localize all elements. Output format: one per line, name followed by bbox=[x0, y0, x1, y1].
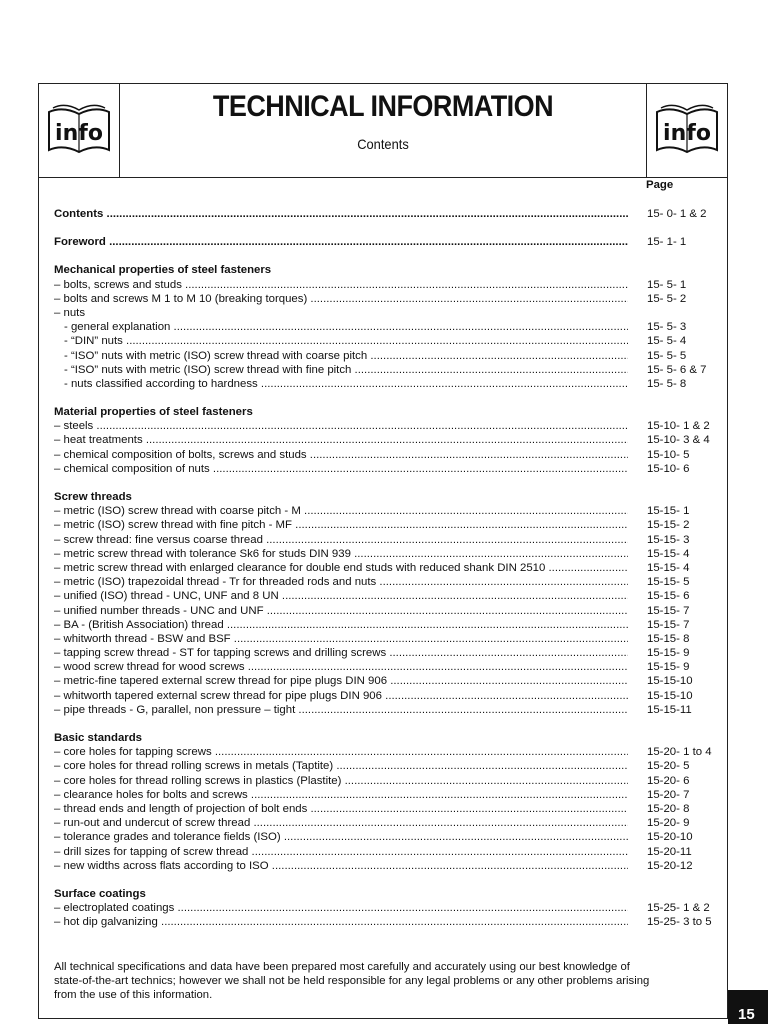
section-tab-number: 15 bbox=[738, 1006, 755, 1023]
section-heading bbox=[54, 731, 734, 745]
section-gap bbox=[54, 249, 734, 263]
toc-entry-label: – heat treatments ..... bbox=[54, 433, 628, 447]
toc-entry-label: – drill sizes for tapping of screw thread ..... bbox=[54, 845, 628, 859]
toc-entry-label: – metric screw thread with tolerance Sk6 for studs DIN 939 ..... bbox=[54, 547, 628, 561]
toc-entry-page: 15-15- 4 bbox=[647, 547, 690, 560]
toc-entry bbox=[54, 632, 734, 646]
page-column-header bbox=[54, 179, 734, 193]
toc-entry-label: - “ISO” nuts with metric (ISO) screw thread with fine pitch ..... bbox=[54, 363, 628, 377]
toc-entry-page: 15-20-11 bbox=[647, 845, 692, 858]
toc-entry-label: – whitworth thread - BSW and BSF ..... bbox=[54, 632, 628, 646]
toc-entry-page: 15-25- 3 to 5 bbox=[647, 916, 712, 929]
toc-entry-label: – run-out and undercut of screw thread ..... bbox=[54, 816, 628, 830]
toc-entry-label: - general explanation ..... bbox=[54, 320, 628, 334]
toc-entry bbox=[54, 235, 734, 249]
toc-entry bbox=[54, 859, 734, 873]
toc-entry-label: Contents ..... bbox=[54, 207, 628, 221]
toc-entry-label: Material properties of steel fasteners bbox=[54, 406, 253, 419]
toc-entry-page: 15-20- 9 bbox=[647, 817, 690, 830]
section-heading bbox=[54, 263, 734, 277]
toc-entry-page: 15-20- 6 bbox=[647, 774, 690, 787]
toc-entry-label: Basic standards bbox=[54, 732, 142, 744]
toc-entry-label: Foreword ..... bbox=[54, 235, 628, 249]
section-gap bbox=[54, 873, 734, 887]
toc-entry-label: – bolts and screws M 1 to M 10 (breaking torques) ..... bbox=[54, 292, 628, 306]
toc-entry-page: 15-20- 8 bbox=[647, 802, 690, 815]
toc-entry-label: – metric-fine tapered external screw thread for pipe plugs DIN 906 ..... bbox=[54, 674, 628, 688]
toc-entry-page: 15-15- 4 bbox=[647, 561, 690, 574]
toc-entry bbox=[54, 334, 734, 348]
toc-entry-page: 15-10- 5 bbox=[647, 448, 690, 461]
toc-entry-page: 15-15- 7 bbox=[647, 618, 690, 631]
logo-text: info bbox=[663, 121, 711, 146]
toc-entry-page: 15-10- 3 & 4 bbox=[647, 434, 710, 447]
toc-entry-page: 15- 5- 6 & 7 bbox=[647, 363, 707, 376]
page-column-label: Page bbox=[646, 179, 674, 191]
header-box bbox=[39, 84, 727, 178]
toc-entry bbox=[54, 306, 734, 320]
toc-entry-page: 15-15- 7 bbox=[647, 604, 690, 617]
toc-entry-label: – core holes for thread rolling screws in plastics (Plastite) ..... bbox=[54, 774, 628, 788]
toc-entry bbox=[54, 816, 734, 830]
toc-entry bbox=[54, 788, 734, 802]
toc-entry bbox=[54, 689, 734, 703]
toc-entry-page: 15- 5- 3 bbox=[647, 321, 687, 334]
toc-entry-label: - “ISO” nuts with metric (ISO) screw thread with coarse pitch ..... bbox=[54, 349, 628, 363]
section-heading bbox=[54, 490, 734, 504]
toc-entry-page: 15-15- 6 bbox=[647, 590, 690, 603]
toc-entry-label: – metric (ISO) screw thread with fine pitch - MF ..... bbox=[54, 518, 628, 532]
toc-entry-label: – hot dip galvanizing ..... bbox=[54, 915, 628, 929]
toc-entry-label: – chemical composition of nuts ..... bbox=[54, 462, 628, 476]
toc-entry-page: 15-20- 5 bbox=[647, 760, 690, 773]
toc-entry bbox=[54, 703, 734, 717]
toc-entry-label: – metric (ISO) screw thread with coarse pitch - M ..... bbox=[54, 504, 628, 518]
toc-entry-page: 15-15-10 bbox=[647, 689, 693, 702]
toc-entry-page: 15- 0- 1 & 2 bbox=[647, 208, 707, 220]
toc-entry-page: 15- 5- 8 bbox=[647, 377, 687, 390]
disclaimer-line: All technical specifications and data have been prepared most carefully and accurately using our best knowledge of bbox=[54, 961, 630, 973]
toc-entry-page: 15-20- 7 bbox=[647, 788, 690, 801]
toc-entry bbox=[54, 448, 734, 462]
section-heading bbox=[54, 405, 734, 419]
toc-entry bbox=[54, 349, 734, 363]
toc-entry bbox=[54, 830, 734, 844]
toc-entry-label: – whitworth tapered external screw thread for pipe plugs DIN 906 ..... bbox=[54, 689, 628, 703]
toc-entry bbox=[54, 845, 734, 859]
toc-entry bbox=[54, 518, 734, 532]
disclaimer-line: state-of-the-art technics; however we shall not be held responsible for any legal problems or any other problems arising bbox=[54, 975, 650, 987]
toc-entry-page: 15-15- 3 bbox=[647, 533, 690, 546]
toc-entry-page: 15- 1- 1 bbox=[647, 236, 687, 249]
section-heading bbox=[54, 887, 734, 901]
toc-entry bbox=[54, 604, 734, 618]
toc-entry bbox=[54, 774, 734, 788]
toc-entry bbox=[54, 618, 734, 632]
section-gap bbox=[54, 221, 734, 235]
toc-entry bbox=[54, 278, 734, 292]
toc-entry-label: – wood screw thread for wood screws ..... bbox=[54, 660, 628, 674]
toc-entry bbox=[54, 646, 734, 660]
logo-cell-left bbox=[39, 84, 120, 177]
toc-entry bbox=[54, 533, 734, 547]
toc-entry bbox=[54, 745, 734, 759]
toc-entry bbox=[54, 674, 734, 688]
logo-text: info bbox=[55, 121, 103, 146]
toc-entry bbox=[54, 363, 734, 377]
toc-entry-page: 15- 5- 2 bbox=[647, 292, 687, 305]
toc-entry-label: – clearance holes for bolts and screws ..... bbox=[54, 788, 628, 802]
page-title: TECHNICAL INFORMATION bbox=[212, 90, 554, 123]
toc-entry-page: 15-15- 1 bbox=[647, 505, 690, 518]
toc-entry-label: – pipe threads - G, parallel, non pressure – tight ..... bbox=[54, 703, 628, 717]
info-book-icon bbox=[653, 98, 721, 160]
toc-entry bbox=[54, 504, 734, 518]
table-of-contents bbox=[54, 179, 734, 929]
toc-entry-label: – thread ends and length of projection of bolt ends ..... bbox=[54, 802, 628, 816]
toc-entry bbox=[54, 547, 734, 561]
toc-entry-label: – steels ..... bbox=[54, 419, 628, 433]
section-gap bbox=[54, 717, 734, 731]
toc-entry bbox=[54, 419, 734, 433]
toc-entry-label: – metric (ISO) trapezoidal thread - Tr for threaded rods and nuts ..... bbox=[54, 575, 628, 589]
toc-entry bbox=[54, 575, 734, 589]
toc-entry-label: – electroplated coatings ..... bbox=[54, 901, 628, 915]
logo-cell-right bbox=[646, 84, 727, 177]
toc-entry bbox=[54, 915, 734, 929]
toc-entry-label: Surface coatings bbox=[54, 887, 146, 900]
toc-entry-page: 15-15- 9 bbox=[647, 647, 690, 660]
toc-entry-label: – tapping screw thread - ST for tapping screws and drilling screws ..... bbox=[54, 646, 628, 660]
toc-entry-page: 15- 5- 5 bbox=[647, 349, 687, 362]
toc-entry-label: – nuts bbox=[54, 306, 86, 319]
toc-entry bbox=[54, 802, 734, 816]
toc-entry-page: 15-10- 1 & 2 bbox=[647, 420, 710, 433]
disclaimer-line: from the use of this information. bbox=[54, 989, 213, 1001]
toc-entry-page: 15-15- 9 bbox=[647, 661, 690, 674]
toc-entry-page: 15-20- 1 to 4 bbox=[647, 746, 712, 759]
toc-entry-label: – chemical composition of bolts, screws and studs ..... bbox=[54, 448, 628, 462]
toc-entry-label: – core holes for thread rolling screws in metals (Taptite) ..... bbox=[54, 759, 628, 773]
toc-entry-label: Mechanical properties of steel fasteners bbox=[54, 264, 272, 277]
toc-entry-page: 15-15-10 bbox=[647, 675, 693, 688]
section-gap bbox=[54, 476, 734, 490]
toc-entry-page: 15- 5- 1 bbox=[647, 278, 687, 291]
toc-entry-page: 15-15-11 bbox=[647, 703, 692, 716]
toc-entry-label: – new widths across flats according to ISO ..... bbox=[54, 859, 628, 873]
toc-entry bbox=[54, 589, 734, 603]
toc-entry-label: - “DIN” nuts ..... bbox=[54, 334, 628, 348]
toc-entry-page: 15-15- 2 bbox=[647, 519, 690, 532]
page-subtitle: Contents bbox=[357, 136, 409, 152]
toc-entry bbox=[54, 901, 734, 915]
toc-entry bbox=[54, 660, 734, 674]
toc-entry-label: Screw threads bbox=[54, 491, 132, 503]
toc-entry bbox=[54, 462, 734, 476]
toc-entry-label: – bolts, screws and studs ..... bbox=[54, 278, 628, 292]
disclaimer bbox=[54, 960, 744, 1002]
toc-entry-page: 15-15- 8 bbox=[647, 632, 690, 645]
toc-entry-label: – tolerance grades and tolerance fields (ISO) ..... bbox=[54, 830, 628, 844]
toc-entry-label: – BA - (British Association) thread ..... bbox=[54, 618, 628, 632]
toc-entry bbox=[54, 320, 734, 334]
toc-entry-page: 15- 5- 4 bbox=[647, 335, 687, 348]
toc-entry-page: 15-10- 6 bbox=[647, 462, 690, 475]
toc-entry-page: 15-20-12 bbox=[647, 859, 693, 872]
toc-entry-label: – unified number threads - UNC and UNF ..... bbox=[54, 604, 628, 618]
toc-entry bbox=[54, 292, 734, 306]
toc-entry-page: 15-20-10 bbox=[647, 831, 693, 844]
toc-entry bbox=[54, 561, 734, 575]
toc-entry bbox=[54, 759, 734, 773]
toc-entry-page: 15-25- 1 & 2 bbox=[647, 902, 710, 915]
toc-entry bbox=[54, 433, 734, 447]
toc-entry bbox=[54, 377, 734, 391]
toc-entry-label: – metric screw thread with enlarged clearance for double end studs with reduced shank DIN 2510 ..... bbox=[54, 561, 628, 575]
toc-entry-label: – screw thread: fine versus coarse thread ..... bbox=[54, 533, 628, 547]
toc-entry-label: - nuts classified according to hardness ..... bbox=[54, 377, 628, 391]
toc-entry-label: – core holes for tapping screws ..... bbox=[54, 745, 628, 759]
toc-entry-page: 15-15- 5 bbox=[647, 576, 690, 589]
toc-entry-label: – unified (ISO) thread - UNC, UNF and 8 UN ..... bbox=[54, 589, 628, 603]
info-book-icon bbox=[45, 98, 113, 160]
toc-entry bbox=[54, 207, 734, 221]
section-tab bbox=[728, 990, 768, 1024]
section-gap bbox=[54, 391, 734, 405]
